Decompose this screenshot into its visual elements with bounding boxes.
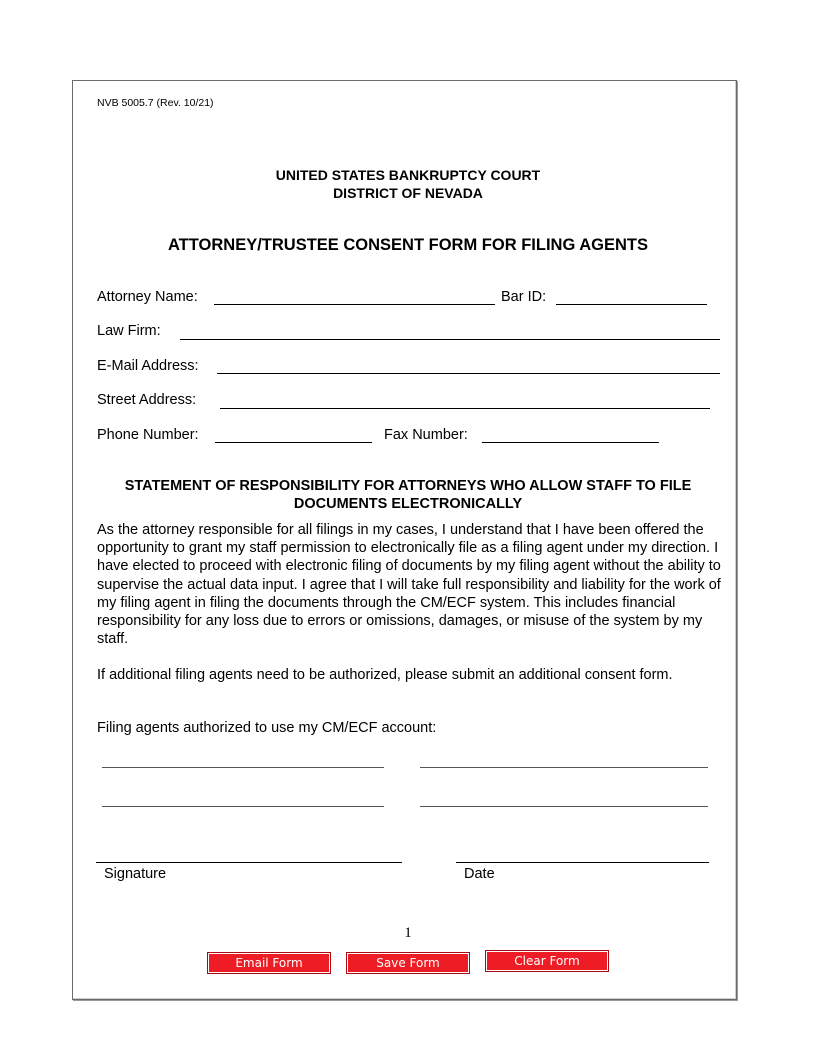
street-address-field[interactable] xyxy=(220,408,710,409)
filing-agent-field-3[interactable] xyxy=(102,806,384,807)
page-number: 1 xyxy=(404,925,412,941)
statement-title: STATEMENT OF RESPONSIBILITY FOR ATTORNEYS WHO ALLOW STAFF TO FILE DOCUMENTS ELECTRONICALLY xyxy=(124,478,692,512)
phone-label: Phone Number: xyxy=(97,427,199,443)
save-form-button[interactable]: Save Form xyxy=(346,952,470,974)
email-form-button[interactable]: Email Form xyxy=(207,952,331,974)
signature-field[interactable] xyxy=(96,862,402,863)
street-address-label: Street Address: xyxy=(97,392,197,408)
filing-agent-field-1[interactable] xyxy=(102,767,384,768)
email-field[interactable] xyxy=(217,373,720,374)
additional-agents-note: If additional filing agents need to be authorized, please submit an additional consent form. xyxy=(97,667,673,683)
form-title: ATTORNEY/TRUSTEE CONSENT FORM FOR FILING AGENTS xyxy=(167,236,649,254)
signature-label: Signature xyxy=(104,866,167,882)
bar-id-label: Bar ID: xyxy=(501,289,547,305)
filing-agent-field-4[interactable] xyxy=(420,806,708,807)
email-label: E-Mail Address: xyxy=(97,358,199,374)
bar-id-field[interactable] xyxy=(556,304,707,305)
clear-form-button[interactable]: Clear Form xyxy=(485,950,609,972)
attorney-name-label: Attorney Name: xyxy=(97,289,198,305)
form-number: NVB 5005.7 (Rev. 10/21) xyxy=(97,97,214,109)
fax-label: Fax Number: xyxy=(384,427,468,443)
law-firm-label: Law Firm: xyxy=(97,323,161,339)
court-name: UNITED STATES BANKRUPTCY COURT xyxy=(275,167,541,183)
date-field[interactable] xyxy=(456,862,709,863)
date-label: Date xyxy=(464,866,495,882)
attorney-name-field[interactable] xyxy=(214,304,495,305)
authorized-agents-label: Filing agents authorized to use my CM/ECF account: xyxy=(97,720,437,736)
fax-field[interactable] xyxy=(482,442,659,443)
court-district: DISTRICT OF NEVADA xyxy=(333,185,483,201)
filing-agent-field-2[interactable] xyxy=(420,767,708,768)
law-firm-field[interactable] xyxy=(180,339,720,340)
statement-paragraph: As the attorney responsible for all filings in my cases, I understand that I have been offered the opportunity to grant my staff permission to electronically file as a filing agent under my direction. I have elected to proceed with electronic filing of documents by my filing agent without the ability to supervise the actual data input. I agree that I will take full responsibility and liability for the work of my filing agent in filing the documents through the CM/ECF system. This includes financial responsibility for any loss due to errors or omissions, damages, or misuse of the system by my staff. xyxy=(97,522,721,648)
phone-field[interactable] xyxy=(215,442,372,443)
